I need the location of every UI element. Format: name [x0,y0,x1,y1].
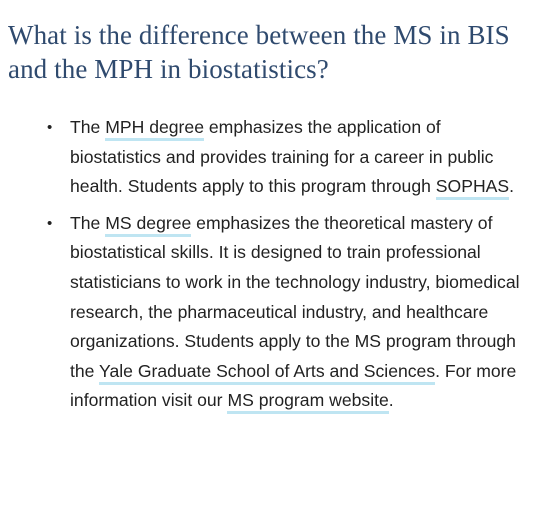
yale-gsas-link[interactable]: Yale Graduate School of Arts and Sciences [99,361,435,385]
mph-degree-link[interactable]: MPH degree [105,117,204,141]
ms-text-info: . For more information visit our [70,360,517,411]
answer-list [8,113,533,416]
list-item-mph [8,113,533,202]
list-item-ms [8,209,533,416]
bullet-icon: • [47,119,53,136]
sophas-link[interactable]: SOPHAS [436,176,509,200]
faq-question-heading: What is the difference between the MS in BIS and the MPH in biostatistics? [8,20,510,84]
ms-degree-link[interactable]: MS degree [105,213,191,237]
mph-text-end: . [509,176,515,197]
mph-text-lead: The [70,117,106,137]
bullet-icon: • [47,214,53,232]
ms-text-lead: The [70,212,106,233]
ms-text-end: . [388,390,394,411]
ms-program-website-link[interactable]: MS program website [227,390,388,414]
faq-section [8,18,533,423]
mph-text-body: emphasizes the application of biostatistics and provides training for a career in public health. Students apply to this program through [70,117,494,197]
ms-text-body: emphasizes the theoretical mastery of biostatistical skills. It is designed to train professional statisticians to work in the technology industry, biomedical research, the pharmaceutical industry, and healthcare organizations. Students apply to the MS program through the [70,212,520,381]
